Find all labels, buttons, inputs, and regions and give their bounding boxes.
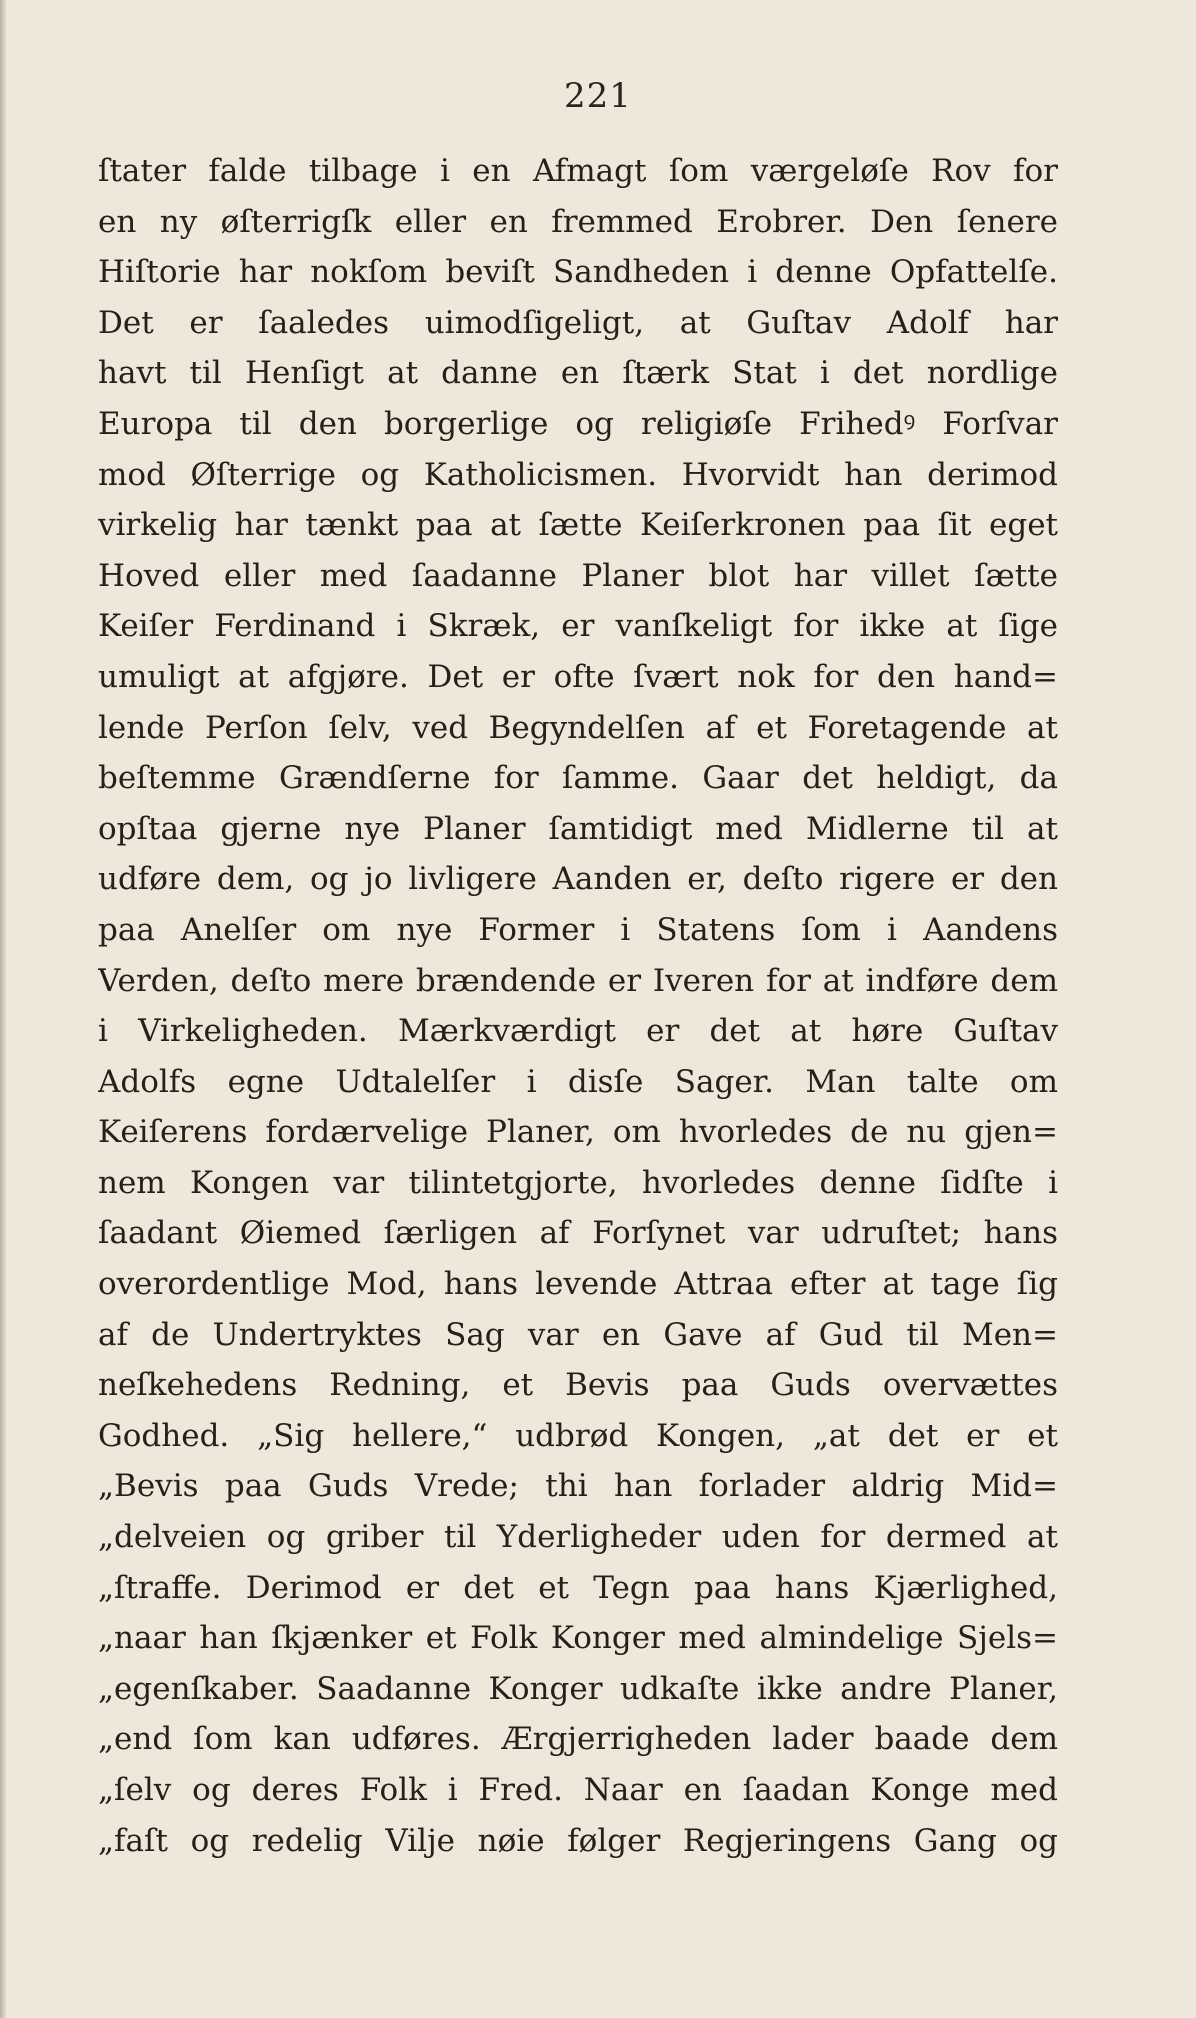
- text-line: „ſtraffe. Derimod er det et Tegn paa hans Kjærlighed,: [98, 1569, 1058, 1606]
- text-line: „naar han ſkjænker et Folk Konger med almindelige Sjels=: [98, 1620, 1058, 1657]
- text-line: neſkehedens Redning, et Bevis paa Guds overvættes: [98, 1367, 1058, 1404]
- page-edge-shadow: [0, 0, 6, 2018]
- text-line: overordentlige Mod, hans levende Attraa efter at tage ſig: [98, 1266, 1058, 1303]
- text-line: opſtaa gjerne nye Planer ſamtidigt med Midlerne til at: [98, 810, 1058, 847]
- text-line: „end ſom kan udføres. Ærgjerrigheden lader baade dem: [98, 1721, 1058, 1758]
- text-line: Godhed. „Sig hellere,“ udbrød Kongen, „at det er et: [98, 1417, 1058, 1454]
- text-line: af de Undertryktes Sag var en Gave af Gud til Men=: [98, 1316, 1058, 1353]
- text-line: „ſelv og deres Folk i Fred. Naar en ſaadan Konge med: [98, 1772, 1058, 1808]
- text-line: ſaadant Øiemed ſærligen af Forſynet var udruſtet; hans: [98, 1215, 1058, 1252]
- text-line: Verden, deſto mere brændende er Iveren for at indføre dem: [98, 962, 1058, 999]
- text-line: Europa til den borgerlige og religiøſe Frihedꝰ Forſvar: [98, 405, 1058, 442]
- text-line: „Bevis paa Guds Vrede; thi han forlader aldrig Mid=: [98, 1468, 1058, 1505]
- text-line: „egenſkaber. Saadanne Konger udkaſte ikke andre Planer,: [98, 1670, 1058, 1707]
- page-number: 221: [564, 76, 632, 116]
- text-line: havt til Henſigt at danne en ſtærk Stat i det nordlige: [98, 355, 1058, 392]
- text-line: beſtemme Grændſerne for ſamme. Gaar det heldigt, da: [98, 760, 1058, 797]
- text-line: „delveien og griber til Yderligheder uden for dermed at: [98, 1519, 1058, 1556]
- text-line: virkelig har tænkt paa at ſætte Keiſerkronen paa ſit eget: [98, 507, 1058, 544]
- text-line: i Virkeligheden. Mærkværdigt er det at høre Guſtav: [98, 1013, 1058, 1050]
- text-line: Keiſer Ferdinand i Skræk, er vanſkeligt for ikke at ſige: [98, 608, 1058, 645]
- text-line: udføre dem, og jo livligere Aanden er, deſto rigere er den: [98, 861, 1058, 898]
- text-line: paa Anelſer om nye Former i Statens ſom i Aandens: [98, 911, 1058, 948]
- body-text: [98, 146, 1058, 1866]
- text-line: lende Perſon ſelv, ved Begyndelſen af et Foretagende at: [98, 709, 1058, 746]
- text-line: ſtater falde tilbage i en Afmagt ſom værgeløſe Rov for: [98, 153, 1058, 189]
- text-line: Det er ſaaledes uimodſigeligt, at Guſtav Adolf har: [98, 304, 1058, 341]
- text-line: Hiſtorie har nokſom beviſt Sandheden i denne Opfattelſe.: [98, 254, 1058, 291]
- text-line: Keiſerens fordærvelige Planer, om hvorledes de nu gjen=: [98, 1114, 1058, 1151]
- text-line: umuligt at afgjøre. Det er ofte ſvært nok for den hand=: [98, 658, 1058, 695]
- text-line: „faſt og redelig Vilje nøie følger Regjeringens Gang og: [98, 1822, 1058, 1859]
- text-line: Hoved eller med ſaadanne Planer blot har villet ſætte: [98, 557, 1058, 594]
- text-line: mod Øſterrige og Katholicismen. Hvorvidt han derimod: [98, 456, 1058, 493]
- text-line: nem Kongen var tilintetgjorte, hvorledes denne ſidſte i: [98, 1164, 1058, 1201]
- text-line: en ny øſterrigſk eller en fremmed Erobrer. Den ſenere: [98, 203, 1058, 240]
- text-line: Adolfs egne Udtalelſer i disſe Sager. Man talte om: [98, 1063, 1058, 1100]
